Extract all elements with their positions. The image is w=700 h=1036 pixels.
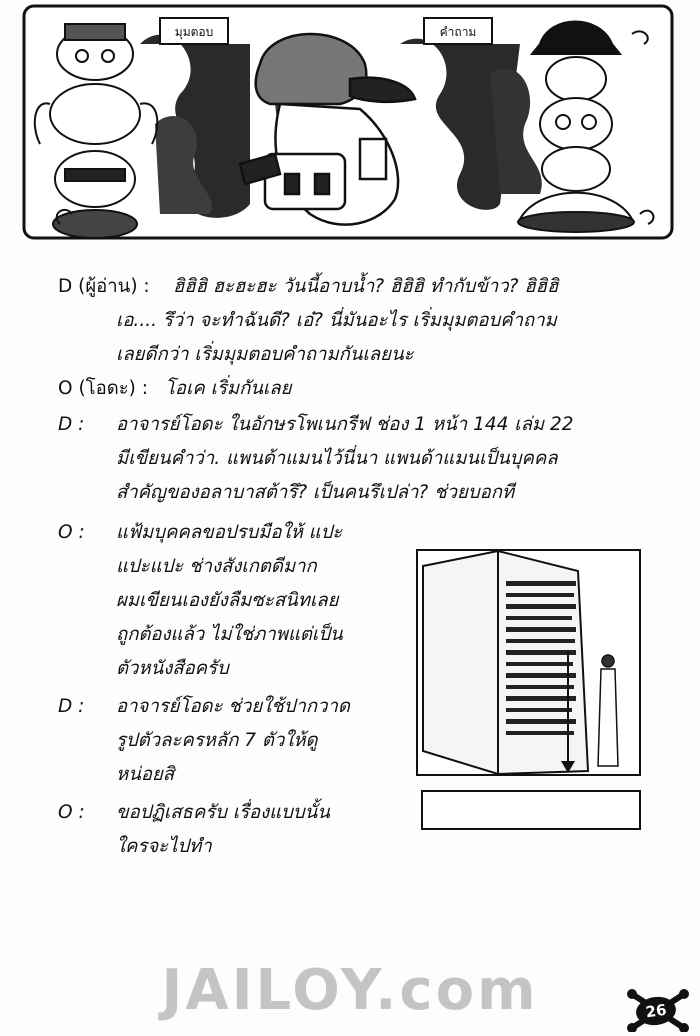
speaker-label: D (ผู้อ่าน) :: [58, 276, 150, 297]
dialogue-text: โอเค เริ่มกันเลย: [165, 378, 292, 399]
dialogue-line: [0, 516, 700, 550]
speaker-label: O :: [58, 522, 85, 543]
dialogue-line: [0, 270, 700, 304]
dialogue-text: เลยดีกว่า เริ่มมุมตอบคำถามกันเลยนะ: [116, 344, 414, 365]
dialogue-text: หน่อยสิ: [116, 764, 175, 785]
dialogue-text: ตัวหนังสือครับ: [116, 658, 229, 679]
header-left-label: มุมตอบ: [174, 25, 214, 39]
header-illustration: [20, 4, 676, 244]
dialogue-text: มีเขียนคำว่า. แพนด้าแมนไว้นี่นา แพนด้าแมนเป็นบุคคล: [116, 448, 558, 469]
speaker-label: O :: [58, 802, 85, 823]
dialogue-text: อาจารย์โอดะ ในอักษรโพเนกรีฟ ช่อง 1 หน้า 144 เล่ม 22: [116, 414, 574, 435]
dialogue-text: เอ.... รึว่า จะทำฉันดี? เอ๋? นี่มันอะไร เริ่มมุมตอบคำถาม: [116, 310, 557, 331]
inset-caption-box: [421, 790, 641, 830]
speaker-label: O (โอดะ) :: [58, 378, 148, 399]
dialogue-text: ผมเขียนเองยังลืมซะสนิทเลย: [116, 590, 339, 611]
dialogue-text: ใครจะไปทำ: [116, 836, 212, 857]
dialogue-line: [0, 304, 700, 338]
dialogue-line: [0, 408, 700, 442]
dialogue-text: ฮิฮิฮิ ฮะฮะฮะ วันนี้อาบน้ำ? ฮิฮิฮิ ทำกับข้าว? ฮิฮิฮิ: [173, 276, 559, 297]
site-watermark: JAILOY.com: [161, 958, 539, 1023]
dialogue-text: รูปตัวละครหลัก 7 ตัวให้ดู: [116, 730, 318, 751]
page-number: 26: [634, 994, 678, 1027]
dialogue-line: [0, 372, 700, 406]
dialogue-text: อาจารย์โอดะ ช่วยใช้ปากวาด: [116, 696, 350, 717]
dialogue-line: [0, 476, 700, 510]
speaker-label: D :: [58, 414, 85, 435]
dialogue-line: [0, 338, 700, 372]
dialogue-line: [0, 830, 700, 864]
dialogue-line: [0, 442, 700, 476]
inset-panel-stone-tablet: [416, 549, 641, 776]
speaker-label: D :: [58, 696, 85, 717]
dialogue-text: แฟ้มบุคคลขอปรบมือให้ แปะ: [116, 522, 343, 543]
header-right-label: คำถาม: [439, 25, 477, 39]
dialogue-text: ถูกต้องแล้ว ไม่ใช่ภาพแต่เป็น: [116, 624, 343, 645]
dialogue-text: แปะแปะ ช่างสังเกตดีมาก: [116, 556, 317, 577]
dialogue-text: สำคัญของอลาบาสต้ารึ? เป็นคนรึเปล่า? ช่วยบอกที: [116, 482, 515, 503]
dialogue-text: ขอปฏิเสธครับ เรื่องแบบนั้น: [116, 802, 330, 823]
